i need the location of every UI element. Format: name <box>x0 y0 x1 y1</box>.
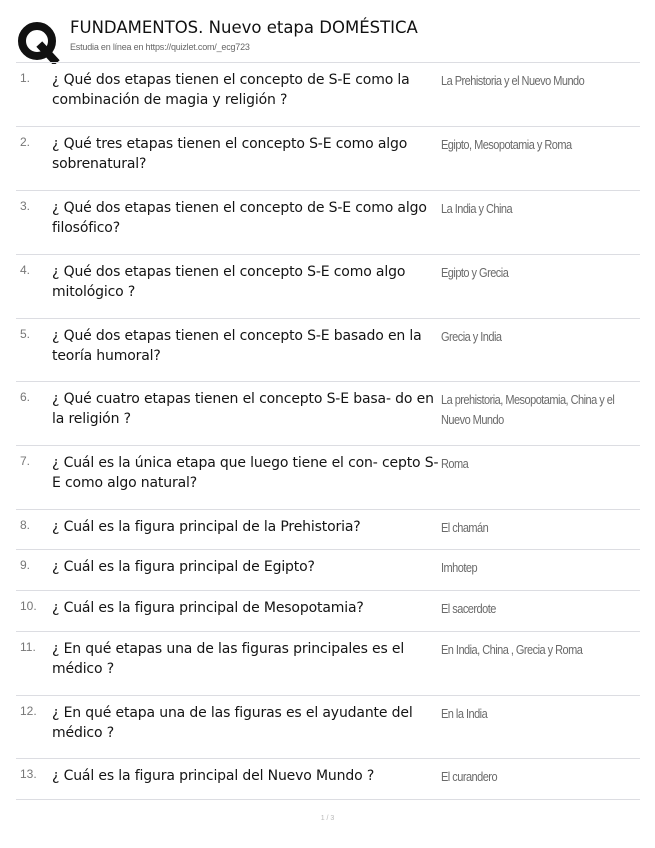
item-number: 13. <box>20 767 37 781</box>
item-answer: El chamán <box>441 521 489 535</box>
flashcard-list <box>16 62 640 800</box>
list-item <box>16 591 640 632</box>
item-answer: Imhotep <box>441 561 478 575</box>
list-item <box>16 550 640 591</box>
item-question: ¿ En qué etapa una de las figuras es el ayudante del médico ? <box>52 705 413 741</box>
item-number: 6. <box>20 390 31 404</box>
item-answer: La prehistoria, Mesopotamia, China y el Nuevo Mundo <box>441 393 615 427</box>
item-question: ¿ Cuál es la figura principal de Egipto? <box>52 559 315 575</box>
page-number: 1 / 3 <box>320 815 335 822</box>
item-answer: Egipto, Mesopotamia y Roma <box>441 138 572 152</box>
item-number: 9. <box>20 558 31 572</box>
item-number: 5. <box>20 327 31 341</box>
item-answer: El curandero <box>441 770 498 784</box>
item-number: 8. <box>20 518 31 532</box>
item-question: ¿ Qué dos etapas tienen el concepto de S-E como algo filosófico? <box>52 200 427 236</box>
item-question: ¿ Cuál es la figura principal de Mesopotamia? <box>52 600 364 616</box>
item-question: ¿ Cuál es la figura principal del Nuevo Mundo ? <box>52 768 375 784</box>
page-header <box>16 16 636 60</box>
quizlet-logo-icon <box>16 20 60 64</box>
list-item <box>16 632 640 696</box>
item-question: ¿ Cuál es la figura principal de la Prehistoria? <box>52 519 361 535</box>
item-number: 3. <box>20 199 31 213</box>
item-question: ¿ Qué dos etapas tienen el concepto S-E como algo mitológico ? <box>52 264 406 300</box>
list-item <box>16 191 640 255</box>
item-answer: El sacerdote <box>441 602 496 616</box>
item-question: ¿ Qué tres etapas tienen el concepto S-E como algo sobrenatural? <box>52 136 408 172</box>
item-number: 1. <box>20 71 31 85</box>
item-answer: En India, China , Grecia y Roma <box>441 643 583 657</box>
item-question: ¿ En qué etapas una de las figuras principales es el médico ? <box>52 641 405 677</box>
item-question: ¿ Qué cuatro etapas tienen el concepto S-E basa- do en la religión ? <box>52 391 434 427</box>
list-item <box>16 446 640 510</box>
item-number: 12. <box>20 704 37 718</box>
item-question: ¿ Qué dos etapas tienen el concepto S-E basado en la teoría humoral? <box>52 328 422 364</box>
item-number: 4. <box>20 263 31 277</box>
list-item <box>16 510 640 550</box>
item-question: ¿ Cuál es la única etapa que luego tiene el con- cepto S-E como algo natural? <box>52 455 439 491</box>
list-item <box>16 382 640 446</box>
item-number: 11. <box>20 640 36 654</box>
list-item <box>16 696 640 759</box>
list-item <box>16 63 640 127</box>
page-title: FUNDAMENTOS. Nuevo etapa DOMÉSTICA <box>70 18 418 37</box>
item-number: 7. <box>20 454 31 468</box>
item-number: 10. <box>20 599 37 613</box>
item-number: 2. <box>20 135 31 149</box>
item-answer: La Prehistoria y el Nuevo Mundo <box>441 74 585 88</box>
page-subtitle: Estudia en línea en https://quizlet.com/_ecg723 <box>70 42 250 52</box>
list-item <box>16 319 640 382</box>
item-answer: La India y China <box>441 202 513 216</box>
item-answer: En la India <box>441 707 488 721</box>
list-item <box>16 127 640 191</box>
item-answer: Roma <box>441 457 469 471</box>
list-item <box>16 759 640 800</box>
item-answer: Grecia y India <box>441 330 502 344</box>
item-answer: Egipto y Grecia <box>441 266 509 280</box>
list-item <box>16 255 640 319</box>
item-question: ¿ Qué dos etapas tienen el concepto de S-E como la combinación de magia y religión ? <box>52 72 410 108</box>
